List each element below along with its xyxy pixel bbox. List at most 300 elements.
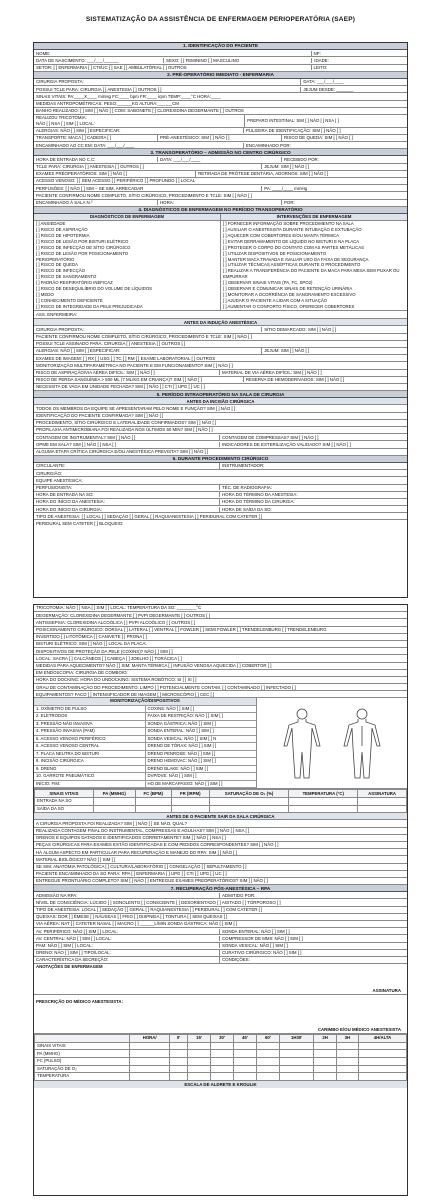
field-transporte[interactable]: TRANSPORTE: MACA [ ] CADEIRA [ ] bbox=[36, 135, 112, 141]
monitoring-row bbox=[34, 751, 256, 759]
field-indicadores[interactable]: INDICADORES DE ESTERILIZAÇÃO VALIDADO? SIM [ ] NÃO [ ] bbox=[219, 442, 405, 447]
field-se-sim[interactable]: SE SIM: ANATOMIA PATOLÓGICA [ ] CULTURA/LABORATÓRIO [ ] CONGELAÇÃO [ ] SEPULTAMENTO [ ] bbox=[36, 863, 247, 869]
field-cirurgiao[interactable]: CIRURGIÃO: bbox=[36, 470, 63, 476]
field-pecas[interactable]: PEÇAS CIRÚRGICAS PARA EXAMES ESTÃO IDENTIFICADAS E COM PEDIDOS CORRESPONDENTES? SIM [ ] NÃO [ ] bbox=[36, 842, 279, 848]
rpa-cell[interactable] bbox=[233, 1042, 256, 1050]
rpa-cell[interactable] bbox=[279, 1042, 314, 1050]
rpa-cell[interactable] bbox=[130, 1042, 170, 1050]
field-contagem-final[interactable]: REALIZADA CONTAGEM FINAL DO INSTRUMENTAL, COMPRESSAS E AGULHAS? SIM [ ] NÃO [ ] NSA [ ] bbox=[36, 828, 250, 834]
rpa-row-label: PA (MMHG) bbox=[35, 1050, 130, 1058]
field-condicoes[interactable]: CONDIÇÕES: bbox=[219, 957, 405, 962]
diagnosis-item[interactable]: [ ] RISCO DE INFECÇÃO bbox=[36, 268, 85, 274]
rpa-cell[interactable] bbox=[256, 1050, 279, 1058]
intervention-item[interactable]: [ ] PROTEGER O CORPO DO CONTATO COM AS PARTES METÁLICAS bbox=[223, 244, 364, 250]
field-via-aerea[interactable]: VIA AÉREA: NAT [ ] CATETER NASAL [ ] MACRO [ ] ______L/MIN SONDA GÁSTRICA: NÃO [ ] SIM [ ] bbox=[36, 921, 238, 927]
intervention-item[interactable]: [ ] OBSERVAR SINAIS VITAIS (PA, FC, SPO2) bbox=[223, 280, 313, 286]
rpa-column-header: 3H bbox=[336, 1035, 358, 1043]
monitoring-option[interactable]: SONDA ENTERAL: NÃO [ ] SIM [ ] bbox=[145, 728, 257, 735]
diagnosis-item[interactable]: [ ] RISCO DE INTEGRIDADE DA PELE PREJUDICADA bbox=[36, 303, 143, 309]
monitoring-device[interactable]: 6. ACESSO VENOSO CENTRAL bbox=[36, 743, 100, 749]
field-data-cc[interactable]: DATA: ___/___/____ bbox=[157, 157, 281, 162]
diagnosis-item[interactable]: [ ] PADRÃO RESPIRATÓRIO INEFICAZ bbox=[36, 280, 113, 286]
diagnosis-item[interactable]: [ ] RISCO DE DESEQUILÍBRIO DO VOLUME DE LÍQUIDOS bbox=[36, 286, 153, 292]
rpa-cell[interactable] bbox=[279, 1073, 314, 1081]
rpa-cell[interactable] bbox=[130, 1050, 170, 1058]
field-hora-entrada-so[interactable]: HORA DE ENTRADA NA SO: bbox=[36, 492, 94, 498]
rpa-vitals-table bbox=[34, 1034, 407, 1081]
rpa-cell[interactable] bbox=[188, 1042, 211, 1050]
field-etapa-critica[interactable]: ALGUMA ETAPA CRÍTICA CIRÚRGICA E/OU ANESTÉSICA PREVISTA? SIM [ ] NÃO [ ] bbox=[36, 449, 209, 455]
vitals-column-header: PA (MMHG) bbox=[93, 790, 135, 798]
rpa-cell[interactable] bbox=[279, 1050, 314, 1058]
monitoring-header: MONITORIZAÇÃO/DISPOSITIVOS bbox=[34, 698, 256, 706]
monitoring-row bbox=[34, 766, 256, 774]
escala-aldrete-header: ESCALA DE ALDRETE E KROULIK bbox=[34, 1081, 407, 1088]
diagnoses-list bbox=[34, 221, 220, 310]
diagnoses-column bbox=[34, 214, 220, 310]
rpa-cell[interactable] bbox=[314, 1057, 336, 1065]
field-banho[interactable]: BANHO REALIZADO: [ ] SIM [ ] NÃO [ ] COM: SABONETE [ ] CLOREXIDINA DEGERMANTE [ ] OUTROS bbox=[36, 108, 244, 114]
field-alergias[interactable]: ALERGIAS: NÃO [ ] SIM [ ] ESPECIFICAR: bbox=[36, 128, 121, 134]
monitoring-device[interactable]: 1. OXÍMETRO DE PULSO bbox=[36, 705, 87, 711]
field-tec-radiografia[interactable]: TÉC. DE RADIOGRAFIA: bbox=[219, 485, 405, 490]
field-nome[interactable]: NOME: bbox=[36, 50, 51, 56]
rpa-cell[interactable] bbox=[233, 1057, 256, 1065]
diagnosis-item[interactable]: [ ] RISCO DE LESÃO POR BISTURI ELÉTRICO bbox=[36, 238, 129, 244]
rpa-cell[interactable] bbox=[130, 1073, 170, 1081]
field-cirurgia-realizada[interactable]: A CIRURGIA PROPOSTA FOI REALIZADA? SIM [ ] NÃO [ ] SE NÃO, QUAL? bbox=[36, 820, 187, 826]
field-dispositivos[interactable]: DISPOSITIVOS DE PROTEÇÃO DA PELE (COXINS)? NÃO [ ] SIM [ ] bbox=[36, 648, 173, 654]
field-consciencia[interactable]: NÍVEL DE CONSCIÊNCIA: LÚCIDO [ ] SONOLENTO [ ] CONSCIENTE [ ] DESORIENTADO [ ] AGITADO [ ] TORPOROSO [ ] bbox=[36, 899, 281, 905]
rpa-cell[interactable] bbox=[170, 1065, 188, 1073]
diagnosis-item[interactable]: [ ] RISCO DE LESÃO POR POSICIONAMENTO bbox=[36, 250, 129, 256]
field-opme[interactable]: OPME EM SALA? SIM [ ] NÃO [ ] NSA [ ] bbox=[36, 441, 117, 447]
field-termino-cirurgia[interactable]: HORA DO TÉRMINO DA CIRURGIA: bbox=[219, 499, 405, 504]
field-membros[interactable]: TODOS OS MEMBROS DA EQUIPE SE APRESENTARAM PELO NOME E FUNÇÃO? SIM [ ] NÃO [ ] bbox=[36, 405, 236, 411]
rpa-cell[interactable] bbox=[188, 1050, 211, 1058]
field-equipe-anestesica[interactable]: EQUIPE ANESTÉSICA: bbox=[36, 477, 83, 483]
field-por[interactable]: POR: bbox=[281, 200, 405, 205]
rpa-cell[interactable] bbox=[256, 1073, 279, 1081]
intervention-item[interactable]: [ ] REALIZAR A TRANSFERÊNCIA DO PACIENTE DA MACA PARA MESA SEM PUXAR OU bbox=[223, 268, 400, 274]
rpa-cell[interactable] bbox=[336, 1073, 358, 1081]
rpa-cell[interactable] bbox=[170, 1042, 188, 1050]
field-contagem-instrumental[interactable]: CONTAGEM DE INSTRUMENTAL? SIM [ ] NÃO [ ] bbox=[36, 434, 136, 440]
vitals-column-header: SATURAÇÃO DE O₂ (%) bbox=[209, 790, 289, 798]
monitoring-option[interactable]: DRENO BLAKE: NÃO [ ] SIM [ ] bbox=[145, 766, 257, 773]
intervention-item[interactable]: [ ] FORNECER INFORMAÇÃO SOBRE PROCEDIMENTO NA SALA bbox=[223, 221, 354, 227]
field-admitido-por[interactable]: ADMITIDO POR: bbox=[219, 893, 405, 898]
field-tcle-cc[interactable]: TCLE PARA: CIRURGIA [ ] ANESTESIA [ ] OUTROS [ ] bbox=[36, 164, 144, 170]
section-5-header: 5. PERÍODO INTRAOPERATÓRIO NA SALA DE CIRURGIA bbox=[34, 391, 407, 398]
field-sonda-enteral[interactable]: SONDA ENTERAL: NÃO [ ] SIM [ ] bbox=[219, 929, 405, 934]
rpa-cell[interactable] bbox=[211, 1042, 234, 1050]
field-encaminhado-cc[interactable]: ENCAMINHADO AO CC EM: DATA: ___/___/____ bbox=[36, 142, 135, 148]
field-antissepsia[interactable]: ANTISSEPSIA: CLOREXIDINA ALCOÓLICA [ ] PVPI ALCOÓLICO [ ] OUTROS [ ] bbox=[36, 619, 196, 625]
field-tricotomia-so[interactable]: TRICOTOMIA: NÃO [ ] NSA [ ] SIM [ ] LOCAL: TEMPERATURA DA SO: ________°C bbox=[36, 605, 202, 611]
intervention-item[interactable]: [ ] MANTER MACA TRAVADA E AVALIAR USO DA FAIXA DE SEGURANÇA bbox=[223, 256, 369, 262]
rpa-cell[interactable] bbox=[336, 1065, 358, 1073]
field-tricotomia-options[interactable]: NÃO [ ] NSA [ ] SIM [ ] LOCAL: bbox=[36, 120, 95, 126]
monitoring-row bbox=[34, 736, 256, 744]
monitoring-device[interactable]: 4. PRESSÃO INVASIVA (PAM) bbox=[36, 728, 95, 734]
field-protese[interactable]: RETIRADA DE PRÓTESE DENTÁRIA, ADORNOS: SIM [ ] NÃO [ ] bbox=[195, 171, 405, 176]
rpa-cell[interactable] bbox=[359, 1057, 407, 1065]
monitoring-row bbox=[34, 758, 256, 766]
monitoring-option[interactable]: DVP/DVE: NÃO [ ] SIM [ ] bbox=[145, 773, 257, 780]
monitoring-row bbox=[34, 721, 256, 729]
document-title: SISTEMATIZAÇÃO DA ASSISTÊNCIA DE ENFERMAGEM PERIOPERATÓRIA (SAEP) bbox=[85, 16, 356, 23]
field-inicio-cirurgia[interactable]: HORA DO INÍCIO DA CIRURGIA: bbox=[36, 506, 102, 512]
rpa-column-header: 4H/ALTA bbox=[359, 1035, 407, 1043]
monitoring-option[interactable]: FAIXA DE RESTRIÇÃO: NÃO [ ] SIM [ ] bbox=[145, 713, 257, 720]
monitoring-option[interactable]: DRENO DE TÓRAX: NÃO [ ] SIM [ ] bbox=[145, 743, 257, 750]
intervention-item[interactable]: EMPURRAR bbox=[223, 274, 248, 280]
section-2-header: 2. PRÉ-OPERATÓRIO IMEDIATO - ENFERMARIA bbox=[34, 72, 407, 79]
body-outline-icon bbox=[262, 706, 402, 780]
field-sitio[interactable]: SÍTIO DEMARCADO: SIM [ ] NÃO [ ] bbox=[261, 327, 405, 332]
vitals-cell[interactable] bbox=[289, 805, 358, 813]
field-ass-enfermeira[interactable]: ASS. ENFERMEIRA: bbox=[36, 311, 78, 317]
interventions-list bbox=[221, 221, 407, 310]
field-idade[interactable]: IDADE: bbox=[311, 58, 405, 63]
field-drenos[interactable]: DRENOS E EQUIPOS DATADOS E IDENTIFICADOS CORRETAMENTE? SIM [ ] NÃO [ ] NSA [ ] bbox=[36, 835, 226, 841]
vitals-cell[interactable] bbox=[289, 798, 358, 806]
intervention-item[interactable]: [ ] AQUECER COM COBERTORES E/OU MANTA TÉRMICA bbox=[223, 232, 339, 238]
vitals-column-header: TEMPERATURA (°C) bbox=[289, 790, 358, 798]
section-4-header: 4. DIAGNÓSTICOS DE ENFERMAGEM NO PERÍODO TRANSOPERATÓRIO bbox=[34, 207, 407, 214]
rpa-row bbox=[35, 1073, 407, 1081]
rpa-cell[interactable] bbox=[188, 1073, 211, 1081]
field-identificacao[interactable]: IDENTIFICAÇÃO DO PACIENTE CONFIRMADA? SIM [ ] NÃO [ ] bbox=[36, 413, 164, 419]
interventions-header: INTERVENÇÕES DE ENFERMAGEM bbox=[221, 214, 407, 221]
rpa-row bbox=[35, 1050, 407, 1058]
field-sexo[interactable]: SEXO: [ ] FEMININO [ ] MASCULINO bbox=[163, 58, 311, 63]
field-aspiracao[interactable]: RISCO DE ASPIRAÇÃO/VIA AÉREA DIFÍCIL: SIM [ ] NÃO [ ] bbox=[36, 369, 155, 375]
field-aquecimento[interactable]: MEDIDAS PARA AQUECIMENTO? NÃO [ ] SIM: MANTA TÉRMICA [ ] INFUSÃO VENOSA AQUECIDA [ ] COBERTOR [ ] bbox=[36, 662, 272, 668]
form-page-1 bbox=[33, 42, 408, 598]
field-tipo-anestesia-2[interactable]: PERIDURAL SEM CATETER [ ] BLOQUEIO: bbox=[36, 521, 124, 527]
field-bisturi[interactable]: BISTURI ELÉTRICO: SIM [ ] NÃO [ ] LOCAL DA PLACA: bbox=[36, 641, 147, 647]
vitals-cell[interactable] bbox=[135, 805, 171, 813]
diagnosis-item[interactable]: [ ] RISCO DE QUEDA bbox=[36, 262, 79, 268]
field-circulante[interactable]: CIRCULANTE: bbox=[36, 463, 66, 469]
field-cirurgia-inducao[interactable]: CIRURGIA PROPOSTA: bbox=[36, 326, 84, 332]
field-queixas[interactable]: QUEIXAS: DOR [ ] ÊMESE [ ] NÁUSEAS [ ] FRIO [ ] DISPNEIA [ ] TONTURA [ ] SEM QUEIXAS [ ] bbox=[36, 914, 228, 920]
field-material-biologico[interactable]: MATERIAL BIOLÓGICO? NÃO [ ] SIM [ ] bbox=[36, 856, 116, 862]
rpa-cell[interactable] bbox=[336, 1042, 358, 1050]
monitoring-option[interactable]: SONDA GÁSTRICA: NÃO [ ] SIM [ ] bbox=[145, 721, 257, 728]
monitoring-option[interactable]: COXINS: NÃO [ ] SIM [ ] bbox=[145, 706, 257, 713]
rpa-cell[interactable] bbox=[314, 1073, 336, 1081]
vitals-cell[interactable] bbox=[209, 805, 289, 813]
field-vaga[interactable]: NECESSITA DE VAGA EM UNIDADE FECHADA? SIM [ ] NÃO [ ] CTI [ ] UPG [ ] UC [ ] bbox=[36, 384, 205, 390]
rpa-cell[interactable] bbox=[314, 1042, 336, 1050]
rpa-cell[interactable] bbox=[279, 1065, 314, 1073]
field-acesso-venoso[interactable]: ACESSO VENOSO: [ ] SEM ACESSO [ ] PERIFÉRICO [ ] PROFUNDO [ ] LOCAL bbox=[36, 178, 196, 184]
vitals-row bbox=[35, 805, 407, 813]
field-procedimento[interactable]: PROCEDIMENTO, SÍTIO CIRÚRGICO E LATERALIDADE CONFIRMADOS? SIM [ ] NÃO [ ] bbox=[36, 420, 217, 426]
rpa-cell[interactable] bbox=[314, 1065, 336, 1073]
monitoring-row bbox=[34, 773, 256, 781]
rpa-cell[interactable] bbox=[279, 1057, 314, 1065]
field-jejum-cc[interactable]: JEJUM: SIM [ ] NÃO [ ] bbox=[261, 164, 405, 169]
rpa-column-header: 0' bbox=[170, 1035, 188, 1043]
field-dreno[interactable]: DRENO: NÃO [ ] SIM [ ] TIPO/LOCAL: bbox=[36, 950, 111, 956]
field-local-coxins[interactable]: LOCAL: SACRA [ ] CALCÂNEOS [ ] CABEÇA [ ] JOELHO [ ] TORÁCICA [ ] bbox=[36, 655, 182, 661]
rpa-row bbox=[35, 1057, 407, 1065]
field-av-central[interactable]: AV. CENTRAL: NÃO [ ] SIM [ ] LOCAL: bbox=[36, 935, 112, 941]
field-hora-sala[interactable]: HORA: bbox=[157, 200, 281, 205]
monitoring-row bbox=[34, 728, 256, 736]
field-endoscopia[interactable]: EM ENDOSCOPIA: CIRURGIA DE COMBOIO: bbox=[36, 670, 128, 676]
vitals-column-header: SINAIS VITAIS bbox=[35, 790, 94, 798]
rpa-cell[interactable] bbox=[130, 1057, 170, 1065]
rpa-cell[interactable] bbox=[359, 1042, 407, 1050]
vitals-column-header: FC (BPM) bbox=[135, 790, 171, 798]
rpa-column-header: 60' bbox=[256, 1035, 279, 1043]
assinatura-label: ASSINATURA bbox=[372, 988, 401, 994]
rpa-corner-cell bbox=[35, 1035, 130, 1043]
antes-inducao-header: ANTES DA INDUÇÃO ANESTÉSICA bbox=[34, 319, 407, 326]
field-np[interactable]: NP: bbox=[311, 51, 406, 56]
body-diagram bbox=[257, 698, 407, 788]
rpa-cell[interactable] bbox=[211, 1050, 234, 1058]
monitoring-device[interactable]: 5. ACESSO VENOSO PERIFÉRICO bbox=[36, 735, 106, 741]
diagnosis-item[interactable]: PERIOPERATÓRIO bbox=[36, 256, 75, 262]
intervention-item[interactable]: [ ] OBSERVAR E COMUNICAR SINAIS DE RETENÇÃO URINÁRIA bbox=[223, 286, 353, 292]
rpa-cell[interactable] bbox=[256, 1065, 279, 1073]
rpa-cell[interactable] bbox=[359, 1065, 407, 1073]
diagnosis-item[interactable]: [ ] MEDO bbox=[36, 292, 54, 297]
field-pam[interactable]: PAM: NÃO [ ] SIM [ ] LOCAL: bbox=[36, 943, 93, 949]
rpa-row-label: FC (PULSO) bbox=[35, 1057, 130, 1065]
vitals-cell[interactable] bbox=[135, 798, 171, 806]
rpa-row bbox=[35, 1065, 407, 1073]
field-pulseira[interactable]: PULSEIRA DE IDENTIFICAÇÃO: SIM [ ] NÃO [ ] bbox=[243, 128, 405, 133]
intervention-item[interactable]: [ ] AUXILIAR O ANESTESISTA DURANTE INTUBAÇÃO E EXTUBAÇÃO bbox=[223, 227, 362, 233]
field-encaminhado-so[interactable]: PACIENTE ENCAMINHADO DA SO PARA: RPA [ ] ENFERMARIA [ ] UPG [ ] CTI [ ] UPG [ ] UC [ ] bbox=[36, 871, 227, 877]
rpa-cell[interactable] bbox=[314, 1050, 336, 1058]
rpa-column-header: 45' bbox=[233, 1035, 256, 1043]
field-prontuario[interactable]: ENTREGUE PRONTUÁRIO COMPLETO? SIM [ ] NÃO [ ] ENTREGUE EXAMES PREOPERATÓRIOS? SIM [ ] NÃO [ ] bbox=[36, 878, 268, 884]
field-sinais-vitais[interactable]: SINAIS VITAIS: PA:____X____ mmHg FC:____ bpm FR:____ irpm TEMP:____°C HORA:____ bbox=[36, 93, 221, 99]
vitals-cell[interactable] bbox=[171, 805, 209, 813]
field-sonda-vesical[interactable]: SONDA VESICAL: NÃO [ ] SIM [ ] bbox=[219, 943, 405, 948]
vitals-cell[interactable] bbox=[93, 805, 135, 813]
field-pa[interactable]: PA: ____/____ mmHg bbox=[261, 186, 405, 191]
field-tricotomia: REALIZOU TRICOTOMIA: bbox=[36, 114, 87, 120]
rpa-cell[interactable] bbox=[336, 1050, 358, 1058]
field-jejum[interactable]: JEJUM DESDE: _______ bbox=[300, 87, 405, 92]
diagnosis-item[interactable]: [ ] RISCO DE HIPOTERMIA bbox=[36, 232, 90, 238]
field-posicionamento-2[interactable]: INVERTIDO [ ] LITOTÔMICA [ ] CANIVETE [ ] PRONA [ ] bbox=[36, 634, 147, 640]
field-reserva[interactable]: RESERVA DE HEMODERIVADOS: SIM [ ] NÃO [ ] bbox=[243, 377, 405, 382]
field-cirurgia-proposta[interactable]: CIRURGIA PROPOSTA: bbox=[36, 79, 84, 85]
monitoring-device[interactable]: 7. PLACA NEUTRA DO BISTURI bbox=[36, 750, 100, 756]
intervention-item[interactable]: [ ] EVITAR DERRAMAMENTO DE LÍQUIDO NO BISTURI E NA PLACA bbox=[223, 238, 360, 244]
rpa-column-header: 2H bbox=[314, 1035, 336, 1043]
monitoring-device[interactable]: 2. ELETRODOS bbox=[36, 713, 68, 719]
field-curativo[interactable]: CURATIVO CIRÚRGICO: NÃO [ ] SIM [ ] bbox=[219, 950, 405, 955]
section-3-header: 3. TRANSOPERATÓRIO – ADMISSÃO NO CENTRO CIRÚRGICO bbox=[34, 149, 407, 156]
field-degermacao[interactable]: DEGERMAÇÃO: CLOREXIDINA DEGERMANTE [ ] PVPI DEGERMANTE [ ] OUTROS [ ] bbox=[36, 612, 210, 618]
field-alergias-inducao[interactable]: ALERGIAS: NÃO [ ] SIM [ ] ESPECIFICAR: bbox=[36, 348, 121, 354]
vitals-column-header: ASSINATURA bbox=[358, 790, 407, 798]
monitoring-option[interactable]: DRENO PENROSE: NÃO [ ] SIM [ ] bbox=[145, 751, 257, 758]
diagnosis-item[interactable]: [ ] RISCO DE ASPIRAÇÃO bbox=[36, 227, 88, 233]
vitals-row-label: ENTRADA NA SO bbox=[35, 798, 94, 806]
diagnosis-item[interactable]: [ ] RISCO DE SANGRAMENTO bbox=[36, 274, 97, 280]
monitoring-option[interactable]: SONDA VESICAL: NÃO [ ] SIM [ ] N bbox=[145, 736, 257, 743]
rpa-cell[interactable] bbox=[336, 1057, 358, 1065]
rpa-cell[interactable] bbox=[211, 1065, 234, 1073]
diagnosis-item[interactable]: [ ] ANSIEDADE bbox=[36, 221, 66, 227]
field-saida-so[interactable]: HORA DE SAÍDA DA SO: bbox=[219, 507, 405, 512]
field-admissao-rpa[interactable]: ADMISSÃO NA RPA: bbox=[36, 892, 78, 898]
form-page-2 bbox=[33, 604, 408, 1196]
monitoring-device[interactable]: 8. INCISÃO CIRÚRGICA bbox=[36, 758, 84, 764]
section-1-header: 1. IDENTIFICAÇÃO DO PACIENTE bbox=[34, 43, 407, 50]
prescricao-label: PRESCRIÇÃO DO MÉDICO ANESTESISTA: bbox=[36, 999, 123, 1005]
field-medidas[interactable]: MEDIDAS ANTROPOMÉTRICAS: PESO:______KG ALTURA:______CM bbox=[36, 100, 179, 106]
field-exames-pre[interactable]: EXAMES PRÉOPERATÓRIOS: SIM [ ] NÃO [ ] bbox=[36, 171, 128, 177]
antes-saida-header: ANTES DE O PACIENTE SAIR DA SALA CIRÚRGICA bbox=[34, 813, 407, 820]
intervention-item[interactable]: [ ] UTILIZAR TÉCNICAS ASSÉPTICAS DURANTE O PROCEDIMENTO bbox=[223, 262, 361, 268]
monitoring-option[interactable]: HO DE MARCAPASSO: NÃO [ ] SIM [ ] bbox=[145, 781, 257, 788]
field-termino-anestesia[interactable]: HORA DO TÉRMINO DA ANESTESIA: bbox=[219, 492, 405, 497]
vitals-cell[interactable] bbox=[358, 805, 407, 813]
rpa-cell[interactable] bbox=[130, 1065, 170, 1073]
monitoring-device[interactable]: INÍCIO: FIM: bbox=[36, 780, 61, 786]
intervention-item[interactable]: [ ] MONITORAR A OCORRÊNCIA DE SANGRAMENTO EXCESSIVO bbox=[223, 292, 356, 297]
field-preparo[interactable]: PREPARO INTESTINAL: SIM [ ] NÃO [ ] NSA [ ] bbox=[247, 117, 339, 123]
field-aspecto[interactable]: HÁ ALGUM ASPECTO EM PARTICULAR PARA RECUPERAÇÃO E MANEJO DO RPA: SIM [ ] NÃO [ ] bbox=[36, 849, 237, 855]
monitoring-device[interactable]: 9. DRENO bbox=[36, 765, 57, 771]
monitoring-device[interactable]: 3. PRESSÃO NÃO INVASIVA bbox=[36, 720, 93, 726]
rpa-cell[interactable] bbox=[256, 1042, 279, 1050]
vitals-cell[interactable] bbox=[209, 798, 289, 806]
monitoring-row bbox=[34, 713, 256, 721]
anotacoes-label: ANOTAÇÕES DE ENFERMAGEM bbox=[36, 964, 103, 970]
diagnoses-header: DIAGNÓSTICOS DE ENFERMAGEM bbox=[34, 214, 220, 221]
rpa-column-header: 30' bbox=[211, 1035, 234, 1043]
field-confirmou-inducao[interactable]: PACIENTE CONFIRMOU NOME COMPLETO, SÍTIO CIRÚRGICO, PROCEDIMENTO E TCLE: SIM [ ] NÃO [ ] bbox=[36, 334, 252, 340]
field-compressor[interactable]: COMPRESSOR DE MMII: NÃO [ ] SIM [ ] bbox=[219, 936, 405, 941]
field-contaminacao[interactable]: GRAU DE CONTAMINAÇÃO DO PROCEDIMENTO: LIMPO [ ] POTENCIALMENTE CONTAM. [ ] CONTAMINADO [ ] INFECTADO [ ] bbox=[36, 684, 296, 690]
field-equipamentos[interactable]: EQUIPAMENTOS? FACO [ ] INTENSIFICADOR DE IMAGEM [ ] MICROSCÓPIO [ ] CEC [ ] bbox=[36, 691, 215, 697]
rpa-cell[interactable] bbox=[170, 1050, 188, 1058]
rpa-row-label: SATURAÇÃO DE O₂ bbox=[35, 1065, 130, 1073]
diagnosis-item[interactable]: [ ] CONHECIMENTO DEFICIENTE bbox=[36, 297, 103, 303]
interventions-column bbox=[220, 214, 407, 310]
rpa-row-label: TEMPERATURA bbox=[35, 1073, 130, 1081]
field-av-periferico[interactable]: AV. PERIFÉRICO: NÃO [ ] SIM [ ] LOCAL: bbox=[36, 928, 118, 934]
rpa-cell[interactable] bbox=[188, 1065, 211, 1073]
monitoring-panel bbox=[34, 698, 257, 788]
vitals-cell[interactable] bbox=[358, 798, 407, 806]
rpa-column-header: 15' bbox=[188, 1035, 211, 1043]
field-contagem-compressas[interactable]: CONTAGEM DE COMPRESSAS? SIM [ ] NÃO [ ] bbox=[219, 435, 405, 440]
field-setor[interactable]: SETOR: [ ] ENFERMARIA [ ] CTI/UC [ ] SAE [ ] AMBULATÓRIAL [ ] OUTROS bbox=[36, 65, 187, 70]
monitoring-row bbox=[34, 743, 256, 751]
rpa-cell[interactable] bbox=[170, 1057, 188, 1065]
rpa-cell[interactable] bbox=[170, 1073, 188, 1081]
monitoring-device[interactable]: 10. GARROTE PNEUMÁTICO bbox=[36, 773, 95, 779]
field-nascimento[interactable]: DATA DE NASCIMENTO: ___/___/______ bbox=[36, 57, 119, 63]
carimbo-label: CARIMBO E/OU MÉDICO ANESTESISTA bbox=[317, 1027, 401, 1033]
field-exames-imagem[interactable]: EXAMES DE IMAGEM: [ ] RX [ ] USG [ ] TC [ ] RM [ ] EXAME LABORATORIAL [ ] OUTROS bbox=[36, 355, 216, 361]
section-7-header: 7. RECUPERAÇÃO PÓS-ANESTÉSICA – RPA bbox=[34, 885, 407, 892]
field-inicio-anestesia[interactable]: HORA DO INÍCIO DA ANESTESIA: bbox=[36, 499, 105, 505]
rpa-row-label: SINAIS VITAIS bbox=[35, 1042, 130, 1050]
intervention-item[interactable]: [ ] UTILIZAR DISPOSITIVOS DE POSICIONAMENTO bbox=[223, 250, 327, 256]
rpa-cell[interactable] bbox=[359, 1073, 407, 1081]
field-profilaxia[interactable]: PROFILAXIA ANTIMICROBIANA FOI REALIZADA NOS ÚLTIMOS 60 MIN? SIM [ ] NÃO [ ] bbox=[36, 427, 213, 433]
monitoring-row bbox=[34, 781, 256, 789]
rpa-cell[interactable] bbox=[359, 1050, 407, 1058]
rpa-cell[interactable] bbox=[211, 1057, 234, 1065]
field-encam-sala[interactable]: ENCAMINHADO À SALA N.º bbox=[36, 200, 93, 205]
monitoring-row bbox=[34, 706, 256, 714]
vitals-row-label: SAÍDA DA SO bbox=[35, 805, 94, 813]
vital-signs-table bbox=[34, 789, 407, 813]
field-tipo-anestesia[interactable]: TIPO DE ANESTESIA: [ ] LOCAL [ ] SEDAÇÃO [ ] GERAL [ ] RAQUIANESTESIA [ ] PERIDURAL COM CATETER [ ] bbox=[36, 513, 263, 519]
field-encaminhado-por[interactable]: ENCAMINHADO POR: bbox=[243, 143, 405, 148]
rpa-row bbox=[35, 1042, 407, 1050]
field-hora-entrada[interactable]: HORA DE ENTRADA NO C.C: bbox=[36, 156, 96, 162]
field-pre-anestesico[interactable]: PRÉ-ANESTÉSICO: SIM [ ] NÃO [ ] bbox=[157, 135, 281, 140]
vitals-cell[interactable] bbox=[171, 798, 209, 806]
field-tcle-inducao[interactable]: POSSUI TCLE ASSINADO PARA: CIRURGIA [ ] ANESTESIA [ ] OUTROS [ ] bbox=[36, 341, 186, 347]
rpa-cell[interactable] bbox=[188, 1057, 211, 1065]
field-jejum-inducao[interactable]: JEJUM: SIM [ ] NÃO [ ] bbox=[261, 348, 405, 353]
field-posicionamento[interactable]: POSICIONAMENTO CIRÚRGICO: DORSAL [ ] LATERAL [ ] VENTRAL [ ] FOWLER [ ] SEMI FOWLER [ ] TRENDELENBURG [ ] TRENDELENBURG bbox=[36, 627, 327, 632]
field-leito[interactable]: LEITO: bbox=[311, 65, 406, 70]
antes-incisao-header: ANTES DA INCISÃO CIRÚRGICA bbox=[34, 398, 407, 405]
diagnosis-item[interactable]: [ ] RISCO DE INFECÇÃO DE SÍTIO CIRÚRGICO bbox=[36, 244, 131, 250]
field-tcle[interactable]: POSSUI TCLE PARA: CIRURGIA [ ] ANESTESIA [ ] OUTROS [ ] bbox=[36, 86, 162, 92]
rpa-cell[interactable] bbox=[256, 1057, 279, 1065]
vitals-row bbox=[35, 798, 407, 806]
vitals-cell[interactable] bbox=[93, 798, 135, 806]
monitoring-option[interactable]: DRENO HEMOVAC: NÃO [ ] SIM [ ] bbox=[145, 758, 257, 765]
field-perfusionista[interactable]: PERFUSIONISTA: bbox=[36, 484, 73, 490]
vitals-column-header: FR (IRPM) bbox=[171, 790, 209, 798]
rpa-cell[interactable] bbox=[233, 1073, 256, 1081]
field-confirmou[interactable]: PACIENTE CONFIRMOU NOME COMPLETO, SÍTIO CIRÚRGICO, PROCEDIMENTO E TCLE: SIM [ ] NÃO [ ] bbox=[36, 192, 252, 198]
intervention-item[interactable]: [ ] AUMENTAR O CONFORTO FÍSICO, OFERECER COBERTORES bbox=[223, 303, 355, 309]
field-material[interactable]: MATERIAL DE VIA AÉREA DIFÍCIL: SIM [ ] NÃO [ ] bbox=[219, 370, 405, 375]
rpa-cell[interactable] bbox=[233, 1050, 256, 1058]
rpa-column-header: HORA/ bbox=[130, 1035, 170, 1043]
intervention-item[interactable]: [ ] AJUDAR O PACIENTE A LIDAR COM A SITUAÇÃO bbox=[223, 297, 328, 303]
rpa-cell[interactable] bbox=[233, 1065, 256, 1073]
rpa-cell[interactable] bbox=[211, 1073, 234, 1081]
rpa-column-header: 1H30' bbox=[279, 1035, 314, 1043]
field-risco-queda[interactable]: RISCO DE QUEDA: SIM [ ] NÃO [ ] bbox=[281, 135, 405, 140]
field-instrumentador[interactable]: INSTRUMENTADOR: bbox=[219, 463, 405, 468]
field-anestesia-rpa[interactable]: TIPO DE ANESTESIA: LOCAL [ ] SEDAÇÃO [ ] GERAL [ ] RAQUIANESTESIA [ ] PERIDURAL [ ] COM CATETER [ ] bbox=[36, 907, 263, 913]
section-6-header: 6. DURANTE PROCEDIMENTO CIRÚRGICO bbox=[34, 456, 407, 463]
field-docking[interactable]: HORA DO DOCKING: HORA DO UNDOCKING: SISTEMA ROBÓTICO: SI [ ] XI [ ] bbox=[36, 677, 197, 683]
field-perda-sanguinea[interactable]: RISCO DE PERDA SANGUÍNEA > 500 ML (7 ML/KG EM CRIANÇA)? SIM [ ] NÃO [ ] bbox=[36, 377, 202, 383]
field-recebido[interactable]: RECEBIDO POR: bbox=[281, 157, 405, 162]
field-secrecao[interactable]: CARACTERÍSTICA DA SECREÇÃO: bbox=[36, 957, 109, 963]
field-perfusoes[interactable]: PERFUSÕES: [ ] NÃO [ ] SIM – SE SIM, ARRECADAR bbox=[36, 185, 144, 191]
field-data[interactable]: DATA: ___/___/____ bbox=[300, 79, 405, 84]
field-monitorizacao[interactable]: MONITORIZAÇÃO MULTIPARAMÉTRICA NO PACIENTE E EM FUNCIONAMENTO? SIM [ ] NÃO [ ] bbox=[36, 362, 233, 368]
